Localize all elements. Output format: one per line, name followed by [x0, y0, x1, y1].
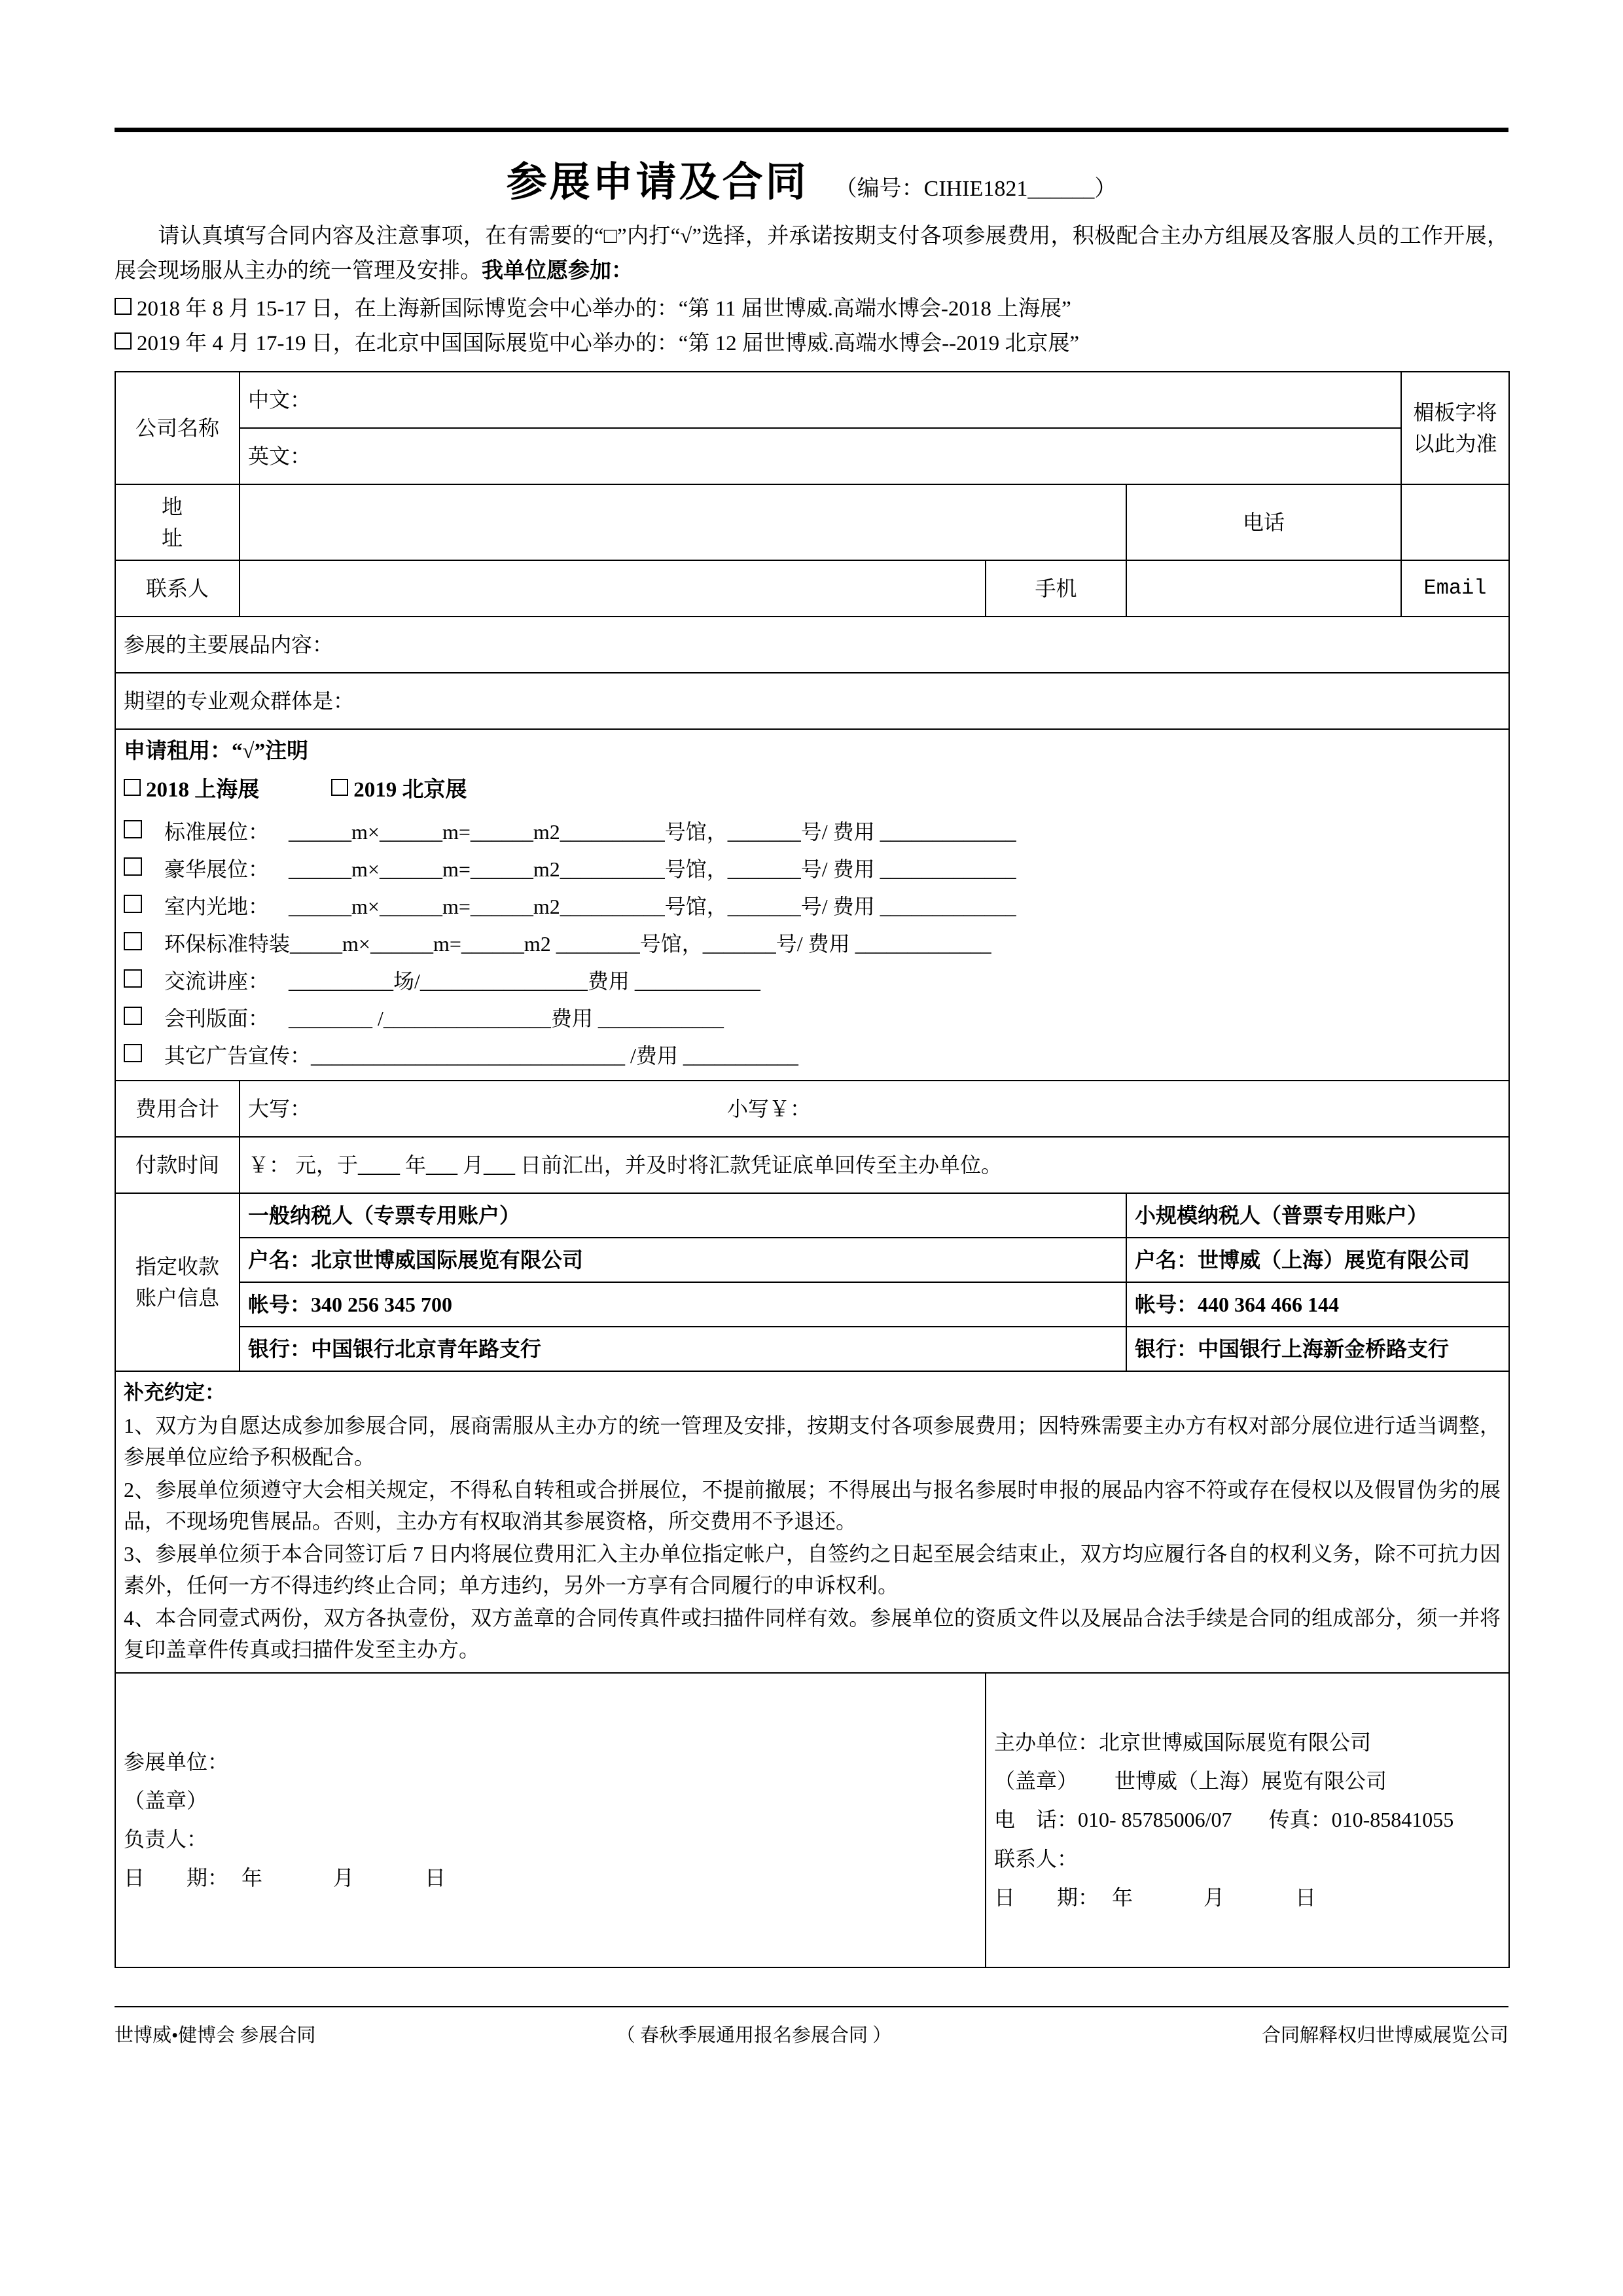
application-form [115, 371, 1510, 1968]
address-row [115, 484, 1509, 560]
exhibits-row [115, 617, 1509, 673]
rent-item-name: 环保标准特装 [164, 931, 291, 956]
exhibitor-date-line[interactable] [124, 1859, 977, 1897]
rent-item-seminar[interactable] [124, 963, 1501, 1000]
intro-text: 请认真填写合同内容及注意事项，在有需要的“□”内打“√”选择，并承诺按期支付各项参展费用，积极配合主办方组展及客服人员的工作开展，展会现场服从主办的统一管理及安排。 [115, 224, 1508, 283]
checkbox-icon[interactable] [124, 1044, 142, 1062]
exhibitor-date-label: 日 期： [124, 1866, 229, 1890]
checkbox-icon[interactable] [124, 779, 141, 796]
organizer-seal-line [994, 1762, 1501, 1801]
exhibitor-seal-label: （盖章） [124, 1788, 208, 1812]
mobile-label: 手机 [986, 560, 1126, 617]
rent-item-deluxe-booth[interactable] [124, 851, 1501, 888]
account-info-label [115, 1193, 240, 1371]
supplement-clause-4: 4、本合同壹式两份，双方各执壹份，双方盖章的合同传真件或扫描件同样有效。参展单位的资质文件以及展品合法手续是合同的组成部分，须一并将复印盖章件传真或扫描件发至主办方。 [124, 1605, 1501, 1661]
rent-item-fields[interactable]: ______m×______m=______m2__________号馆，_______号/ 费用 _____________ [289, 894, 1016, 918]
fee-total-label: 费用合计 [115, 1081, 240, 1137]
audience-row [115, 673, 1509, 729]
footer-center: （ 春秋季展通用报名参展合同 ） [616, 2024, 892, 2046]
account-type-row [115, 1193, 1509, 1238]
contact-row [115, 560, 1509, 617]
checkbox-icon[interactable] [124, 820, 142, 838]
organizer-fax-label: 传真：010-85841055 [1268, 1808, 1454, 1832]
signature-row [115, 1673, 1509, 1967]
footer-right: 合同解释权归世博威展览公司 [1261, 2024, 1508, 2046]
rent-shows [124, 774, 1501, 807]
company-name-cn-row [115, 372, 1509, 428]
payment-time-label: 付款时间 [115, 1137, 240, 1193]
page-footer [115, 2006, 1508, 2047]
checkbox-icon[interactable] [331, 779, 348, 796]
phone-input[interactable] [1401, 484, 1509, 560]
account-right-bank: 银行：中国银行上海新金桥路支行 [1126, 1327, 1509, 1371]
rent-item-indoor-space[interactable] [124, 888, 1501, 925]
email-label: Email [1401, 560, 1509, 617]
account-left-name: 户名：北京世博威国际展览有限公司 [240, 1238, 1126, 1282]
supplement-clause-2: 2、参展单位须遵守大会相关规定，不得私自转租或合拼展位，不提前撤展；不得展出与报名参展时申报的展品内容不符或存在侵权以及假冒伪劣的展品，不现场兜售展品。否则，主办方有权取消其参展资格，所交费用不予退还。 [124, 1477, 1501, 1533]
organizer-date-month: 月 [1204, 1885, 1225, 1909]
organizer-date-label: 日 期： [994, 1885, 1099, 1909]
mobile-input[interactable] [1126, 560, 1401, 617]
rent-item-fields[interactable]: _____m×______m=______m2 ________号馆，_______号/ 费用 _____________ [290, 931, 991, 956]
payment-time-row [115, 1137, 1509, 1193]
show-option-1-label: 2018 年 8 月 15-17 日，在上海新国际博览会中心举办的：“第 11 届世博威.高端水博会-2018 上海展” [137, 296, 1071, 321]
address-input[interactable] [240, 484, 1126, 560]
phone-label: 电话 [1126, 484, 1401, 560]
account-left-type: 一般纳税人（专票专用账户） [240, 1193, 1126, 1238]
account-name-row [115, 1238, 1509, 1282]
account-right-number: 帐号：440 364 466 144 [1126, 1282, 1509, 1327]
fee-lowercase-label: 小写￥： [727, 1097, 812, 1121]
checkbox-icon[interactable] [115, 332, 132, 350]
rent-item-fields[interactable]: __________场/________________费用 ____________ [289, 969, 760, 993]
checkbox-icon[interactable] [124, 1007, 142, 1025]
checkbox-icon[interactable] [124, 857, 142, 876]
exhibitor-date-year: 年 [241, 1866, 263, 1890]
rent-item-directory-ad[interactable] [124, 1000, 1501, 1037]
checkbox-icon[interactable] [115, 298, 132, 315]
organizer-phone-line [994, 1801, 1501, 1839]
fee-total-inputs[interactable] [240, 1081, 1509, 1137]
account-right-type: 小规模纳税人（普票专用账户） [1126, 1193, 1509, 1238]
contact-label: 联系人 [115, 560, 240, 617]
masthead-note [1401, 372, 1509, 484]
rent-row [115, 729, 1509, 1081]
exhibitor-person-label: 负责人： [124, 1827, 208, 1851]
supplement-clause-3: 3、参展单位须于本合同签订后 7 日内将展位费用汇入主办单位指定帐户，自签约之日起至展会结束止，双方均应履行各自的权利义务，除不可抗力因素外，任何一方不得违约终止合同；单方违约，另外一方享有合同履行的申诉权利。 [124, 1541, 1501, 1597]
rent-item-name: 室内光地： [164, 894, 270, 918]
show-option-2[interactable] [115, 327, 1508, 361]
rent-item-name: 交流讲座： [164, 969, 270, 993]
company-name-label: 公司名称 [115, 372, 240, 484]
rent-item-name: 会刊版面： [164, 1006, 270, 1030]
rent-item-name: 其它广告宣传： [164, 1043, 312, 1067]
title-row [115, 149, 1508, 207]
company-name-en-input[interactable]: 英文： [240, 428, 1401, 484]
supplement-row [115, 1371, 1509, 1673]
organizer-phone-label: 电 话：010- 85785006/07 [994, 1808, 1232, 1832]
rent-block [115, 729, 1509, 1081]
organizer-date-year: 年 [1112, 1885, 1133, 1909]
masthead-note-line1: 楣板字将 [1413, 400, 1497, 424]
account-left-number: 帐号：340 256 345 700 [240, 1282, 1126, 1327]
exhibitor-unit-label: 参展单位： [124, 1749, 229, 1774]
contact-input[interactable] [240, 560, 986, 617]
rent-show-1-label: 2018 上海展 [146, 778, 260, 802]
contract-code: （编号：CIHIE1821______） [834, 177, 1117, 201]
organizer-contact-label: 联系人： [994, 1846, 1079, 1871]
account-right-name: 户名：世博威（上海）展览有限公司 [1126, 1238, 1509, 1282]
show-option-1[interactable] [115, 292, 1508, 327]
company-name-cn-input[interactable]: 中文： [240, 372, 1401, 428]
rent-item-eco-special-build[interactable] [124, 925, 1501, 963]
rent-item-fields[interactable]: ______________________________ /费用 ___________ [311, 1043, 798, 1067]
exhibitor-date-month: 月 [333, 1866, 355, 1890]
account-bank-row [115, 1327, 1509, 1371]
account-left-bank: 银行：中国银行北京青年路支行 [240, 1327, 1126, 1371]
rent-item-fields[interactable]: ______m×______m=______m2__________号馆，_______号/ 费用 _____________ [289, 857, 1016, 881]
checkbox-icon[interactable] [124, 969, 142, 988]
supplement-heading: 补充约定： [124, 1381, 225, 1405]
account-info-label-line1: 指定收款 [135, 1255, 219, 1279]
page-title: 参展申请及合同 [506, 160, 809, 205]
fee-capital-label: 大写： [248, 1097, 312, 1121]
organizer-date-line[interactable] [994, 1878, 1501, 1917]
address-label: 地 址 [115, 484, 240, 560]
top-divider [115, 128, 1508, 132]
organizer-seal-label: （盖章） [994, 1769, 1079, 1793]
exhibitor-date-day: 日 [425, 1866, 446, 1890]
account-number-row [115, 1282, 1509, 1327]
supplement-clause-1: 1、双方为自愿达成参加参展合同，展商需服从主办方的统一管理及安排，按期支付各项参展费用；因特殊需要主办方有权对部分展位进行适当调整，参展单位应给予积极配合。 [124, 1413, 1501, 1469]
company-name-en-row [115, 428, 1509, 484]
organizer-seal-company: 世博威（上海）展览有限公司 [1115, 1769, 1387, 1793]
rent-item-name: 标准展位： [164, 819, 270, 844]
show-option-2-label: 2019 年 4 月 17-19 日，在北京中国国际展览中心举办的：“第 12 届世博威.高端水博会--2019 北京展” [137, 332, 1080, 356]
organizer-signature-block[interactable] [986, 1673, 1509, 1967]
exhibits-input[interactable]: 参展的主要展品内容： [115, 617, 1509, 673]
fee-total-row [115, 1081, 1509, 1137]
intro-text-bold: 我单位愿参加： [482, 259, 633, 283]
checkbox-icon[interactable] [124, 932, 142, 950]
rent-title: 申请租用：“√”注明 [124, 739, 309, 763]
supplement-block [115, 1371, 1509, 1673]
exhibitor-signature-block[interactable] [115, 1673, 986, 1967]
organizer-date-day: 日 [1295, 1885, 1317, 1909]
organizer-unit-label: 主办单位：北京世博威国际展览有限公司 [994, 1731, 1372, 1755]
account-info-label-line2: 账户信息 [135, 1286, 219, 1310]
rent-item-fields[interactable]: ______m×______m=______m2__________号馆，_______号/ 费用 _____________ [289, 819, 1016, 844]
checkbox-icon[interactable] [124, 895, 142, 913]
rent-item-standard-booth[interactable] [124, 814, 1501, 851]
footer-left: 世博威•健博会 参展合同 [115, 2024, 316, 2046]
rent-show-2-label: 2019 北京展 [353, 778, 467, 802]
rent-item-fields[interactable]: ________ /________________费用 ____________ [289, 1006, 724, 1030]
payment-time-input[interactable]: ￥： 元，于____ 年___ 月___ 日前汇出，并及时将汇款凭证底单回传至主办单位。 [240, 1137, 1509, 1193]
intro-paragraph [115, 219, 1508, 289]
audience-input[interactable]: 期望的专业观众群体是： [115, 673, 1509, 729]
masthead-note-line2: 以此为准 [1413, 431, 1497, 456]
rent-item-name: 豪华展位： [164, 857, 270, 881]
rent-item-other-ad[interactable] [124, 1037, 1501, 1075]
